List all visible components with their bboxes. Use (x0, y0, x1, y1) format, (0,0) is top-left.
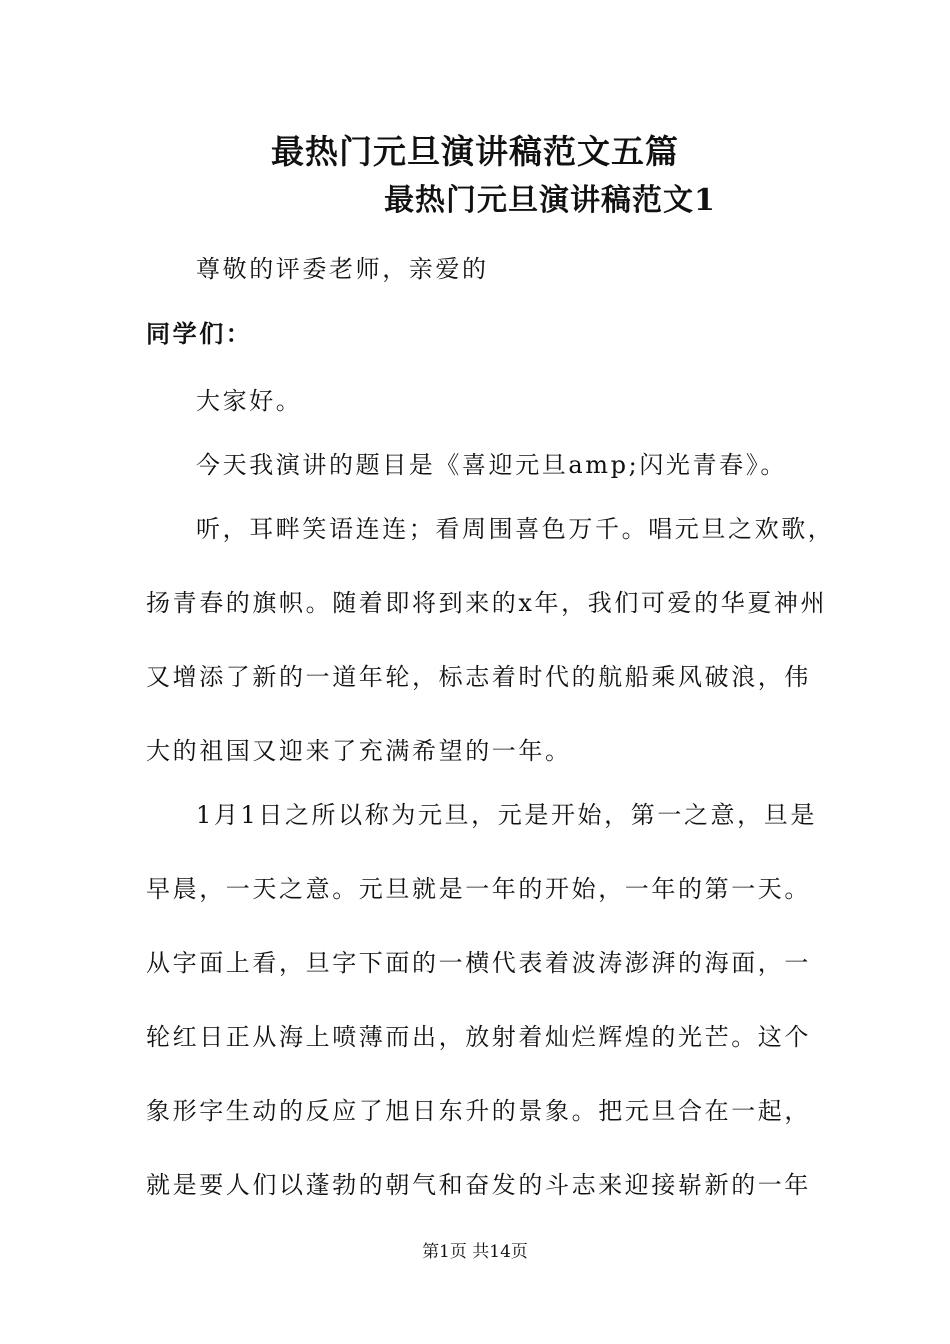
body-line-salutation: 尊敬的评委老师，亲爱的 (196, 255, 489, 283)
body-line: 1月1日之所以称为元旦，元是开始，第一之意，旦是 (196, 801, 817, 829)
section-title: 最热门元旦演讲稿范文1 (384, 183, 716, 218)
body-line: 象形字生动的反应了旭日东升的景象。把元旦合在一起， (146, 1097, 811, 1125)
body-line-topic: 今天我演讲的题目是《喜迎元旦amp;闪光青春》。 (196, 451, 787, 479)
body-line: 听，耳畔笑语连连；看周围喜色万千。唱元旦之欢歌， (196, 515, 835, 543)
body-line: 又增添了新的一道年轮，标志着时代的航船乘风破浪，伟 (146, 663, 811, 691)
body-line: 轮红日正从海上喷薄而出，放射着灿烂辉煌的光芒。这个 (146, 1023, 811, 1051)
document-title: 最热门元旦演讲稿范文五篇 (271, 132, 679, 171)
body-line: 大的祖国又迎来了充满希望的一年。 (146, 737, 572, 765)
body-line: 就是要人们以蓬勃的朝气和奋发的斗志来迎接崭新的一年 (146, 1171, 811, 1199)
body-line: 早晨，一天之意。元旦就是一年的开始，一年的第一天。 (146, 875, 811, 903)
body-line-salutation-cont: 同学们： (146, 319, 253, 348)
body-line-greeting: 大家好。 (196, 387, 303, 415)
page-number: 第1页 共14页 (422, 1242, 528, 1262)
body-line: 扬青春的旗帜。随着即将到来的x年，我们可爱的华夏神州 (146, 589, 828, 617)
body-line: 从字面上看，旦字下面的一横代表着波涛澎湃的海面，一 (146, 949, 811, 977)
